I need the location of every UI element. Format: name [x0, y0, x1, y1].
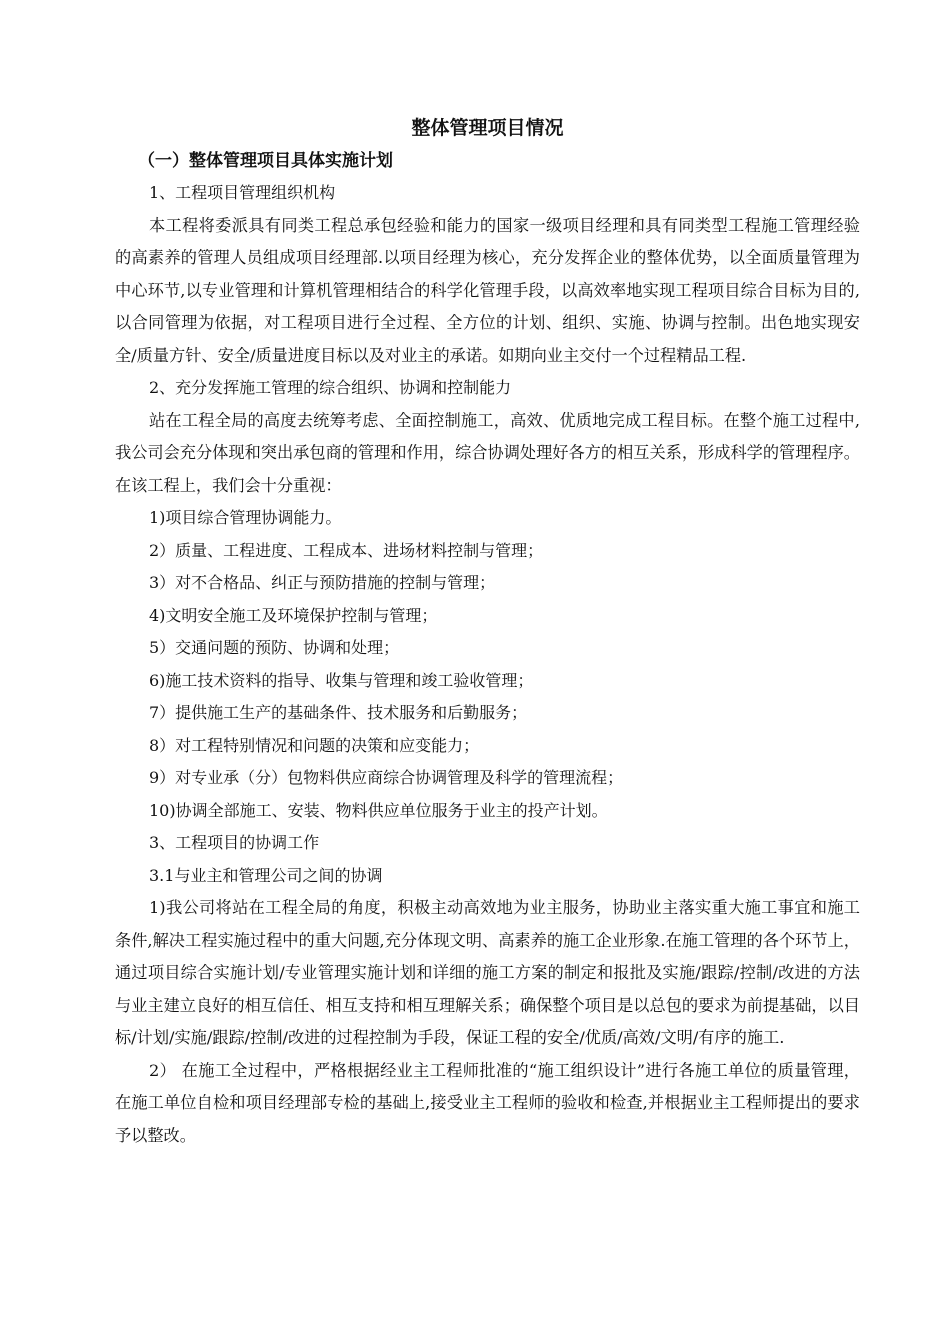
heading-2: 2、充分发挥施工管理的综合组织、协调和控制能力: [149, 378, 512, 397]
heading-1: 1、工程项目管理组织机构: [149, 183, 336, 202]
paragraph-2: 站在工程全局的高度去统筹考虑、全面控制施工，高效、优质地完成工程目标。在整个施工过程中,我公司会充分体现和突出承包商的管理和作用，综合协调处理好各方的相互关系，形成科学的管理程序。在该工程上，我们会十分重视：: [115, 410, 860, 495]
list-item: 2）质量、工程进度、工程成本、进场材料控制与管理；: [149, 540, 544, 560]
section-heading: （一）整体管理项目具体实施计划: [138, 151, 393, 171]
list-item: 6)施工技术资料的指导、收集与管理和竣工验收管理；: [149, 670, 534, 690]
list-item: 3）对不合格品、纠正与预防措施的控制与管理；: [149, 573, 496, 592]
list-item: 10)协调全部施工、安装、物料供应单位服务于业主的投产计划。: [149, 800, 608, 820]
paragraph-1: 本工程将委派具有同类工程总承包经验和能力的国家一级项目经理和具有同类型工程施工管理经验的高素养的管理人员组成项目经理部.以项目经理为核心，充分发挥企业的整体优势，以全面质量管理为中心环节,以专业管理和计算机管理相结合的科学化管理手段，以高效率地实现工程项目综合目标为目的,以合同管理为依据，对工程项目进行全过程、全方位的计划、组织、实施、协调与控制。出色地实现安全/质量方针、安全/质量进度目标以及对业主的承诺。如期向业主交付一个过程精品工程.: [115, 215, 860, 365]
paragraph-4: 2） 在施工全过程中，严格根据经业主工程师批准的“施工组织设计”进行各施工单位的质量管理，在施工单位自检和项目经理部专检的基础上,接受业主工程师的验收和检查,并根据业主工程师提出的要求予以整改。: [115, 1060, 860, 1145]
list-item: 7）提供施工生产的基础条件、技术服务和后勤服务；: [149, 703, 528, 722]
document-title: 整体管理项目情况: [411, 117, 564, 139]
list-item: 9）对专业承（分）包物料供应商综合协调管理及科学的管理流程；: [149, 768, 624, 787]
list-item: 5）交通问题的预防、协调和处理；: [149, 638, 400, 657]
paragraph-3: 1)我公司将站在工程全局的角度，积极主动高效地为业主服务，协助业主落实重大施工事宜和施工条件,解决工程实施过程中的重大问题,充分体现文明、高素养的施工企业形象.在施工管理的各个环节上，通过项目综合实施计划/专业管理实施计划和详细的施工方案的制定和报批及实施/跟踪/控制/改进的方法与业主建立良好的相互信任、相互支持和相互理解关系；确保整个项目是以总包的要求为前提基础，以目标/计划/实施/跟踪/控制/改进的过程控制为手段，保证工程的安全/优质/高效/文明/有序的施工.: [115, 898, 860, 1047]
list-item: 4)文明安全施工及环境保护控制与管理；: [149, 605, 438, 625]
document-page: [115, 112, 860, 1152]
list-item: 8）对工程特别情况和问题的决策和应变能力；: [149, 735, 480, 755]
heading-3-1: 3.1与业主和管理公司之间的协调: [149, 865, 383, 885]
heading-3: 3、工程项目的协调工作: [149, 833, 320, 852]
list-item: 1)项目综合管理协调能力。: [149, 508, 342, 527]
